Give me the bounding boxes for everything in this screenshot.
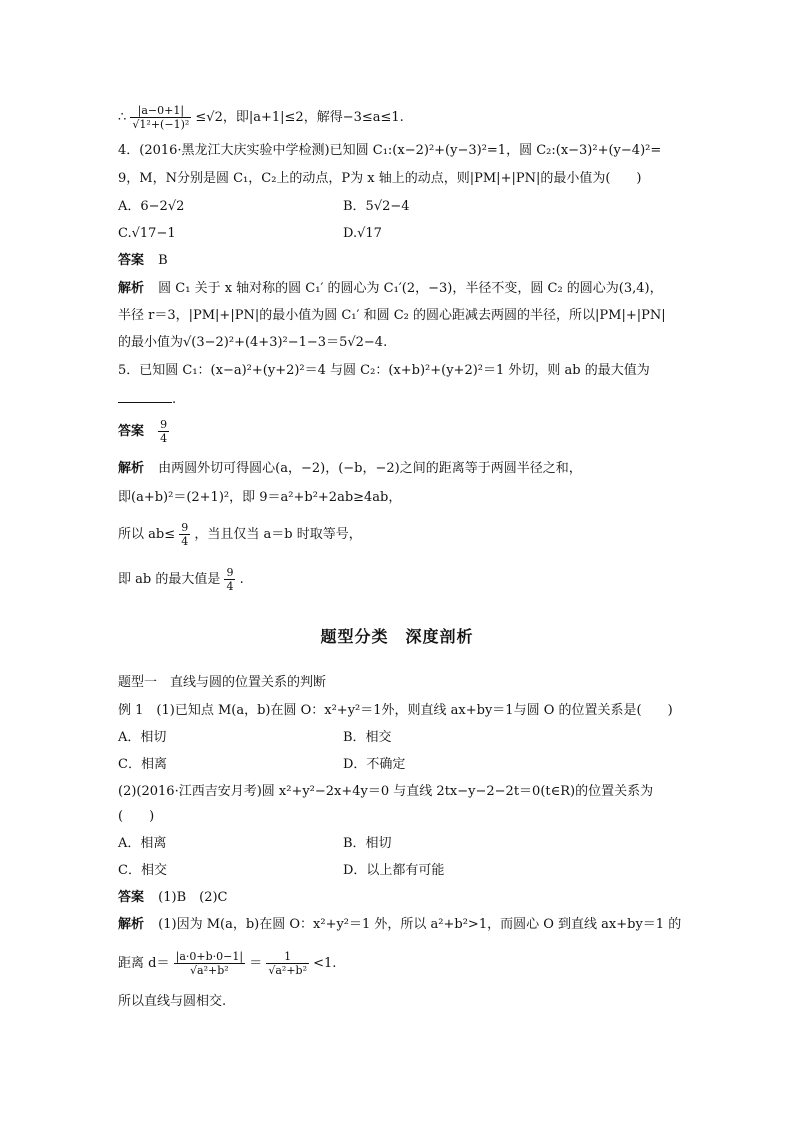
text: . [239,572,244,587]
text: ∴ [118,110,127,125]
numerator: 9 [226,566,234,579]
solution-label: 解析 [118,917,145,932]
solution-line [118,280,663,298]
solution-line [118,521,362,548]
option-a: A．相切 [118,730,167,745]
solution-line [118,566,244,593]
denominator: 4 [226,580,234,593]
text: ≤√2，即|a+1|≤2，解得−3≤a≤1. [195,110,404,125]
option-a: A．6−2√2 [118,199,185,214]
answer-label: 答案 [118,253,145,268]
numerator: 9 [160,418,168,431]
text: ，当且仅当 a＝b 时取等号， [194,527,362,542]
option-d: D.√17 [343,226,382,241]
solution-line [118,916,681,934]
fraction [266,950,309,977]
denominator: √a²+b² [268,964,307,977]
text: <1. [313,956,337,971]
solution-line [118,950,336,977]
question-4-line-1: 4．(2016·黑龙江大庆实验中学检测)已知圆 C₁:(x−2)²+(y−3)²=1，圆 C₂:(x−3)²+(y−4)²= [118,143,662,158]
denominator: √1²+(−1)² [132,118,190,131]
solution-line: 即(a+b)²＝(2+1)²，即 9＝a²+b²+2ab≥4ab， [118,490,402,505]
text: 所以 ab≤ [118,527,176,542]
question-5-blank-line [118,390,176,409]
numerator: 1 [266,950,309,964]
answer-value: B [158,253,168,268]
denominator: √a²+b² [190,964,229,977]
numerator: |a·0+b·0−1| [175,950,244,963]
option-b: B．5√2−4 [343,199,410,214]
option-c: C．相交 [118,863,167,878]
option-b: B．相切 [343,836,392,851]
option-c: C.√17−1 [118,226,176,241]
solution-line: 的最小值为√(3−2)²+(4+3)²−1−3＝5√2−4. [118,335,388,350]
example-1-part-2-paren: ( ) [118,809,155,824]
answer-label: 答案 [118,424,145,439]
answer-line [118,418,169,445]
denominator: 4 [160,432,168,445]
text-line [118,104,404,131]
fraction [174,950,245,977]
section-title: 题型分类 深度剖析 [320,627,474,646]
answer-fraction [158,418,169,445]
numerator: |a−0+1| [130,104,191,118]
text: 距离 d＝ [118,956,170,971]
option-d: D．以上都有可能 [343,863,445,878]
fraction [130,104,191,131]
solution-text: 圆 C₁ 关于 x 轴对称的圆 C₁′ 的圆心为 C₁′(2，−3)，半径不变，圆 C₂ 的圆心为(3,4)， [158,281,663,296]
option-a: A．相离 [118,836,167,851]
answer-blank [118,390,172,403]
text: 即 ab 的最大值是 [118,572,221,587]
option-c: C．相离 [118,757,167,772]
fraction [224,566,235,593]
text: . [172,392,177,407]
solution-text: (1)因为 M(a，b)在圆 O：x²+y²＝1 外，所以 a²+b²>1，而圆心 O 到直线 ax+by＝1 的 [158,917,682,932]
solution-line [118,460,582,478]
answer-line [118,252,168,270]
solution-line: 所以直线与圆相交. [118,994,227,1009]
answer-label: 答案 [118,890,145,905]
numerator: 9 [181,521,189,534]
solution-line: 半径 r＝3，|PM|+|PN|的最小值为圆 C₁′ 和圆 C₂ 的圆心距减去两圆的半径，所以|PM|+|PN| [118,308,666,323]
example-1-part-2: (2)(2016·江西吉安月考)圆 x²+y²−2x+4y＝0 与直线 2tx−y−2−2t＝0(t∈R)的位置关系为 [118,784,654,799]
question-type-heading: 题型一 直线与圆的位置关系的判断 [118,675,327,690]
denominator: 4 [181,535,189,548]
solution-text: 由两圆外切可得圆心(a，−2)，(−b，−2)之间的距离等于两圆半径之和， [158,461,582,476]
solution-label: 解析 [118,281,145,296]
answer-value: (1)B (2)C [158,890,228,905]
question-5-line-1: 5．已知圆 C₁：(x−a)²+(y+2)²＝4 与圆 C₂：(x+b)²+(y+2)²＝1 外切，则 ab 的最大值为 [118,363,650,378]
option-d: D．不确定 [343,757,406,772]
question-4-line-2: 9，M，N分别是圆 C₁，C₂上的动点，P为 x 轴上的动点，则|PM|+|PN|的最小值为( ) [118,171,642,186]
fraction [179,521,190,548]
answer-line [118,889,228,907]
example-1-line-1: 例 1 (1)已知点 M(a，b)在圆 O：x²+y²＝1外，则直线 ax+by＝1与圆 O 的位置关系是( ) [118,703,673,718]
text: ＝ [249,956,263,971]
option-b: B．相交 [343,730,392,745]
solution-label: 解析 [118,461,145,476]
